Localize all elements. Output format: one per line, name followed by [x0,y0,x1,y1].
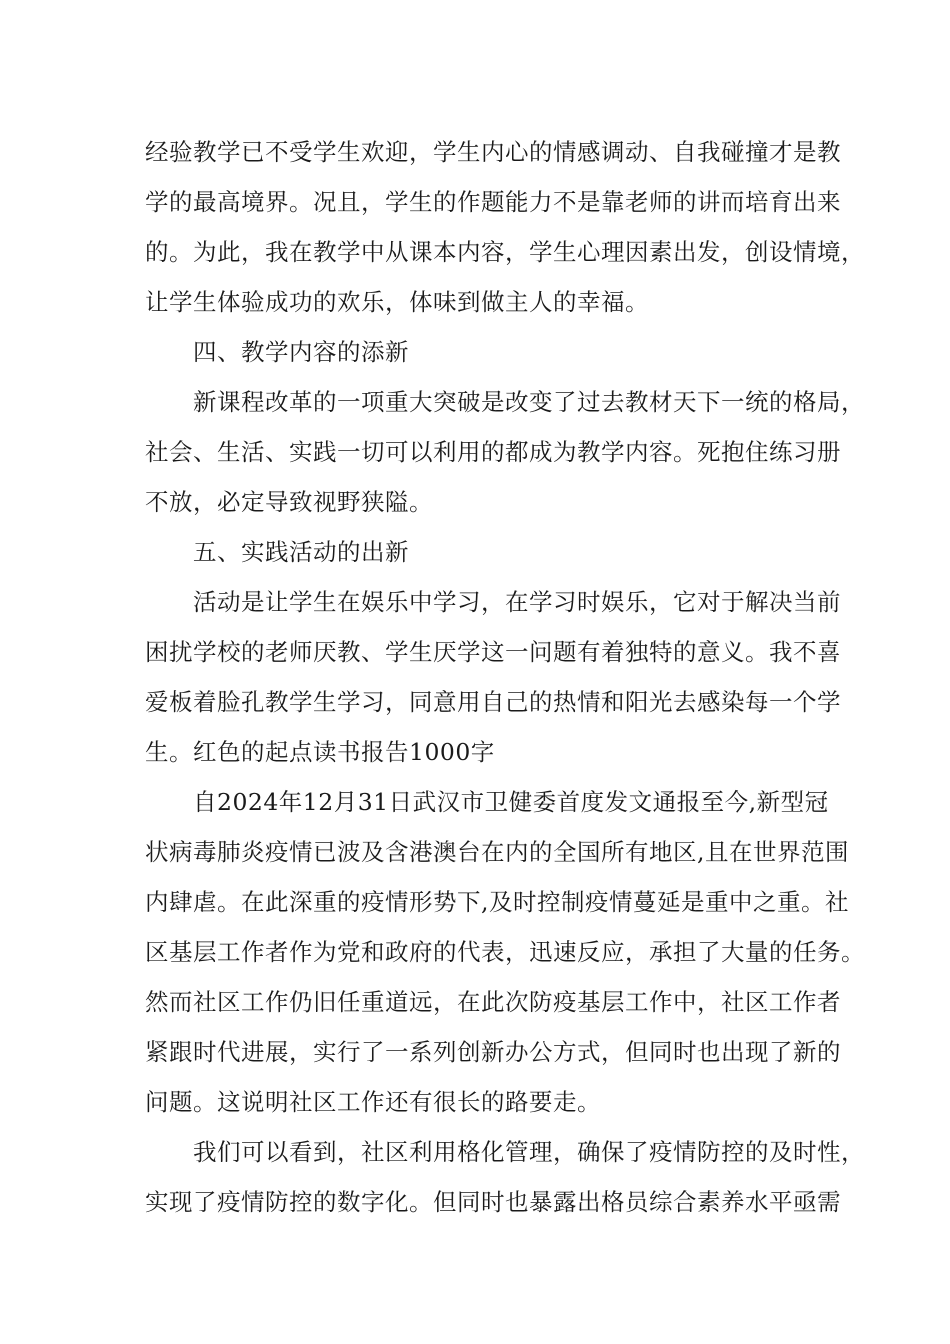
text-line: 自2024年12月31日武汉市卫健委首度发文通报至今,新型冠 [193,788,829,816]
text-line: 问题。这说明社区工作还有很长的路要走。 [145,1088,601,1116]
text-line: 状病毒肺炎疫情已波及含港澳台在内的全国所有地区,且在世界范围 [145,838,849,866]
text-line: 生。红色的起点读书报告1000字 [145,738,495,766]
text-line: 不放，必定导致视野狭隘。 [145,488,433,516]
text-line: 让学生体验成功的欢乐，体味到做主人的幸福。 [145,288,649,316]
text-line: 紧跟时代进展，实行了一系列创新办公方式，但同时也出现了新的 [145,1038,841,1066]
text-line: 困扰学校的老师厌教、学生厌学这一问题有着独特的意义。我不喜 [145,638,841,666]
text-line: 经验教学已不受学生欢迎，学生内心的情感调动、自我碰撞才是教 [145,138,841,166]
text-line: 新课程改革的一项重大突破是改变了过去教材天下一统的格局， [193,388,865,416]
section-heading: 四、教学内容的添新 [193,338,409,366]
text-line: 我们可以看到，社区利用格化管理，确保了疫情防控的及时性， [193,1138,865,1166]
text-line: 社会、生活、实践一切可以利用的都成为教学内容。死抱住练习册 [145,438,841,466]
text-line: 然而社区工作仍旧任重道远，在此次防疫基层工作中，社区工作者 [145,988,841,1016]
text-line: 区基层工作者作为党和政府的代表，迅速反应，承担了大量的任务。 [145,938,865,966]
text-line: 内肆虐。在此深重的疫情形势下,及时控制疫情蔓延是重中之重。社 [145,888,849,916]
text-line: 实现了疫情防控的数字化。但同时也暴露出格员综合素养水平亟需 [145,1188,841,1216]
text-line: 爱板着脸孔教学生学习，同意用自己的热情和阳光去感染每一个学 [145,688,841,716]
text-line: 学的最高境界。况且，学生的作题能力不是靠老师的讲而培育出来 [145,188,841,216]
text-line: 的。为此，我在教学中从课本内容，学生心理因素出发，创设情境， [145,238,865,266]
section-heading: 五、实践活动的出新 [193,538,409,566]
text-line: 活动是让学生在娱乐中学习，在学习时娱乐，它对于解决当前 [193,588,841,616]
